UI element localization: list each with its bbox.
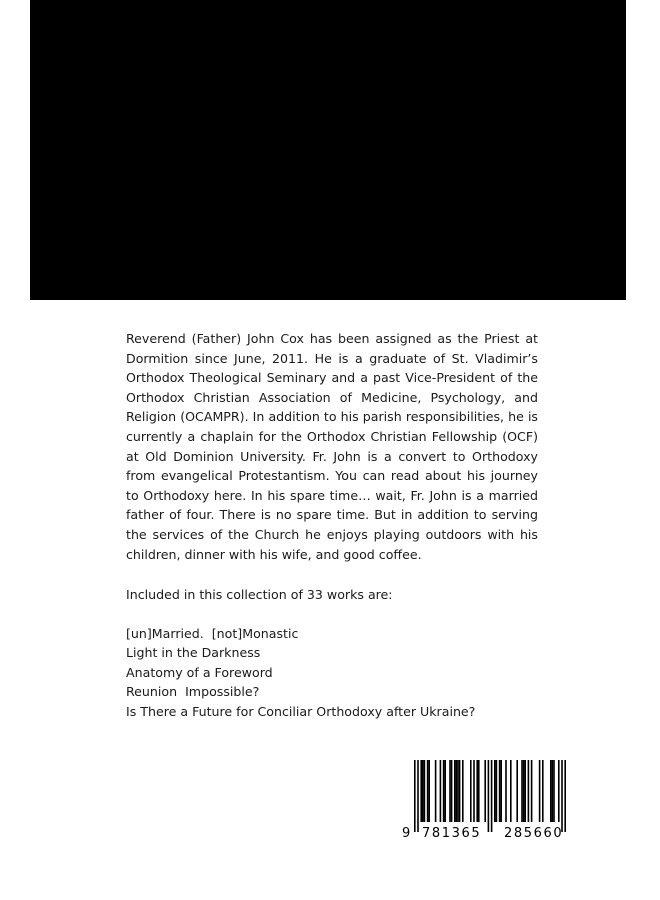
barcode-bar: [553, 760, 555, 822]
barcode-bar: [552, 760, 554, 822]
barcode-bar: [443, 760, 445, 822]
barcode-bar: [470, 760, 472, 822]
barcode-bar: [435, 760, 437, 822]
collection-intro: Included in this collection of 33 works are:: [126, 587, 393, 602]
barcode-bar: [454, 760, 456, 822]
barcode-bar: [459, 760, 461, 822]
barcode-bar: [428, 760, 430, 822]
barcode-bar: [505, 760, 507, 822]
barcode-bar: [488, 760, 490, 832]
barcode-bar: [523, 760, 525, 822]
barcode-bar: [414, 760, 416, 832]
barcode-bar: [564, 760, 566, 832]
barcode-right-digits: 285660: [504, 826, 564, 841]
barcode-bar: [500, 760, 502, 822]
works-list-item: Is There a Future for Conciliar Orthodoxy after Ukraine?: [126, 703, 476, 719]
barcode-bar: [444, 760, 446, 822]
barcode-bar: [561, 760, 563, 832]
barcode-bar: [539, 760, 541, 822]
barcode-bar: [427, 760, 429, 822]
barcode-bar: [550, 760, 552, 822]
barcode-bar: [494, 760, 496, 822]
barcode-bar: [528, 760, 530, 822]
barcode-bar: [521, 760, 523, 822]
barcode-bar: [476, 760, 478, 822]
cover-photo-block: [30, 0, 626, 300]
barcode-left-digits: 781365: [422, 826, 482, 841]
barcode-bar: [542, 760, 544, 822]
barcode-bar: [558, 760, 560, 822]
barcode-bar: [499, 760, 501, 822]
barcode-bar: [524, 760, 526, 822]
barcode-bar: [417, 760, 419, 832]
barcode-bar: [449, 760, 451, 822]
works-list: [126, 624, 546, 721]
barcode-bar: [440, 760, 442, 822]
barcode-bar: [457, 760, 459, 822]
works-list-item: Light in the Darkness: [126, 645, 261, 661]
barcode-bar: [531, 760, 533, 822]
barcode-bar: [462, 760, 464, 822]
barcode-bar: [478, 760, 480, 822]
barcode-bar: [473, 760, 475, 822]
works-list-item: Reunion Impossible?: [126, 684, 260, 700]
barcode-bar: [510, 760, 512, 822]
barcode-bar: [456, 760, 458, 822]
barcode-bar: [424, 760, 426, 822]
barcode-bar: [484, 760, 486, 822]
barcode-bar: [491, 760, 493, 832]
barcode-bar: [420, 760, 422, 822]
isbn-barcode: [400, 758, 578, 848]
barcode-bar: [516, 760, 518, 822]
author-bio: Reverend (Father) John Cox has been assigned as the Priest at Dormition since June, 2011. He is a graduate of St. Vladimir’s Orthodox Theological Seminary and a past Vice-President of the Orthodox Christian Association of Medicine, Psychology, and Religion (OCAMPR). In addition to his parish responsibilities, he is currently a chaplain for the Orthodox Christian Fellowship (OCF) at Old Dominion University. Fr. John is a convert to Orthodoxy from evangelical Protestantism. You can read about his journey to Orthodoxy here. In his spare time… wait, Fr. John is a married father of four. There is no spare time. But in addition to serving the services of the Church he enjoys playing outdoors with his children, dinner with his wife, and good coffee.: [126, 331, 538, 562]
barcode-bar: [422, 760, 424, 822]
works-list-item: Anatomy of a Foreword: [126, 664, 273, 680]
works-list-item: [un]Married. [not]Monastic: [126, 626, 299, 641]
barcode-lead-digit: 9: [402, 826, 412, 841]
barcode-bar: [496, 760, 498, 822]
barcode-bar: [451, 760, 453, 822]
